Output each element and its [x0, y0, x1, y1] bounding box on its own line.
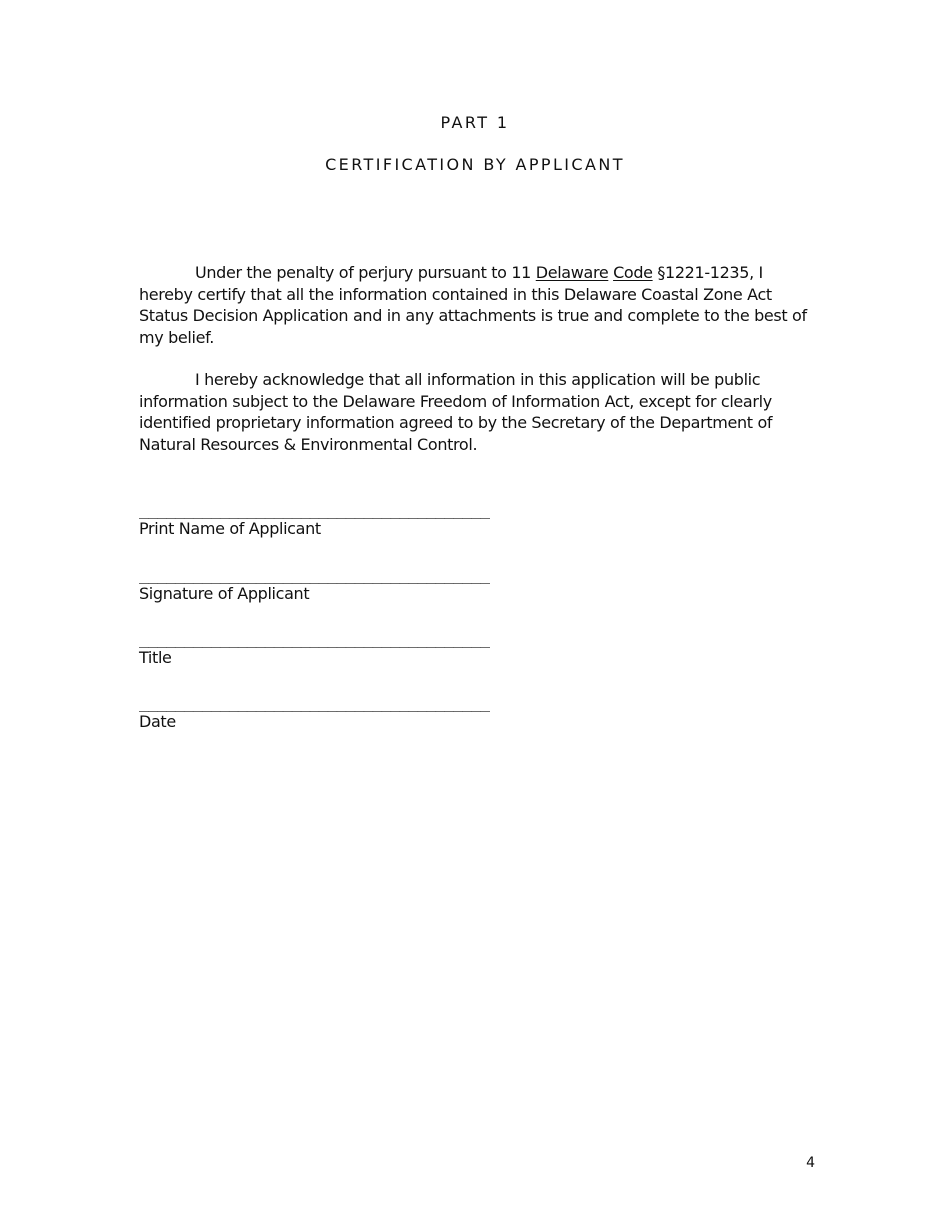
title-label: Title: [139, 648, 172, 667]
para1-text-start: Under the penalty of perjury pursuant to 11: [195, 263, 536, 282]
date-label: Date: [139, 712, 176, 731]
part-heading: PART 1: [440, 113, 510, 132]
signature-line[interactable]: _______________________________________: [139, 565, 490, 584]
acknowledgement-paragraph: [139, 369, 819, 455]
print-name-line[interactable]: _______________________________________: [139, 500, 490, 519]
signature-field[interactable]: [139, 567, 559, 604]
title-field[interactable]: [139, 631, 559, 668]
certification-paragraph: [139, 262, 819, 348]
date-line[interactable]: _______________________________________: [139, 693, 490, 712]
page-title: CERTIFICATION BY APPLICANT: [325, 155, 625, 174]
statute-code: Code: [613, 263, 653, 282]
para1-text-end: §1221-1235, I hereby certify that all the information contained in this Delaware Coastal Zone Act Status Decision Application and in any attachments is true and complete to the best of my belief.: [139, 263, 807, 347]
print-name-label: Print Name of Applicant: [139, 519, 321, 538]
title-line[interactable]: _______________________________________: [139, 629, 490, 648]
page-number: 4: [806, 1155, 815, 1171]
para2-text: I hereby acknowledge that all information in this application will be public information subject to the Delaware Freedom of Information Act, except for clearly identified proprietary information agreed to by the Secretary of the Department of Natural Resources & Environmental Control.: [139, 370, 773, 454]
statute-delaware: Delaware: [535, 263, 609, 282]
signature-label: Signature of Applicant: [139, 584, 310, 603]
print-name-field[interactable]: [139, 502, 559, 539]
date-field[interactable]: [139, 695, 559, 732]
